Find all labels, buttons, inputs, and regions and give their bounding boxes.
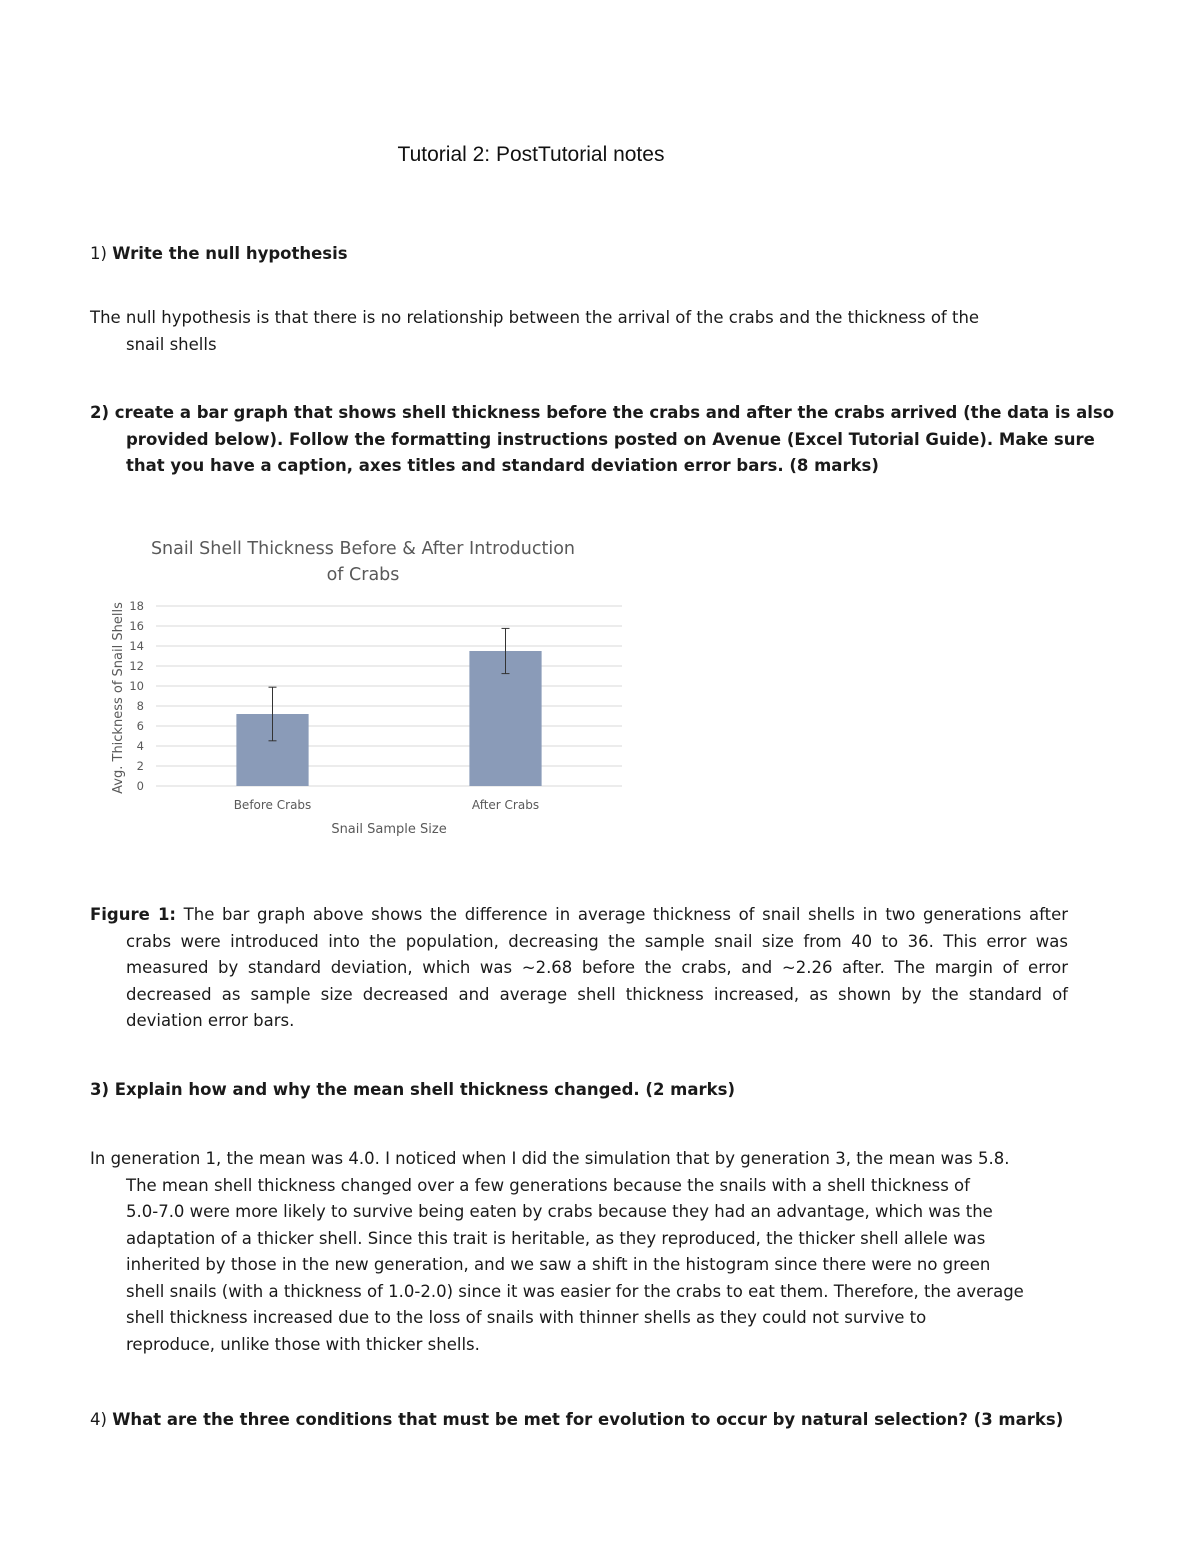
answer-3 [90,1146,1068,1358]
chart-x-tick-label: After Crabs [471,798,540,812]
question-2-line: provided below). Follow the formatting instructions posted on Avenue (Excel Tutorial Guide). Make sure [126,429,1095,449]
chart-title [151,539,575,585]
question-2-line: that you have a caption, axes titles and standard deviation error bars. (8 marks) [126,456,879,475]
question-4-number: 4) [90,1410,107,1429]
figure-caption-line: deviation error bars. [126,1011,295,1030]
answer-3-line: In generation 1, the mean was 4.0. I noticed when I did the simulation that by generation 3, the mean was 5.8. [90,1149,1010,1168]
answer-3-line: The mean shell thickness changed over a few generations because the snails with a shell thickness of [126,1175,970,1195]
chart-y-tick-label: 2 [136,759,144,773]
bar-chart-svg [100,528,640,848]
answer-3-line: 5.0-7.0 were more likely to survive being eaten by crabs because they had an advantage, which was the [126,1202,993,1221]
answer-1-line: snail shells [126,334,217,354]
figure-caption-label: Figure 1: [90,905,177,924]
chart-y-axis-label: Avg. Thickness of Snail Shells [111,602,126,794]
chart-y-tick-label: 8 [136,699,144,713]
chart-y-ticks [129,599,144,793]
chart-gridlines [156,606,622,786]
figure-caption-line: decreased as sample size decreased and average shell thickness increased, as shown by the standard of [126,984,1068,1004]
question-2 [90,400,1115,480]
question-3-text: 3) Explain how and why the mean shell thickness changed. (2 marks) [90,1080,735,1099]
question-1-text: Write the null hypothesis [112,244,348,263]
question-4 [90,1407,1068,1434]
question-1-number: 1) [90,244,107,263]
chart-title-line: of Crabs [326,565,400,585]
question-4-text: What are the three conditions that must be met for evolution to occur by natural selection? (3 marks) [112,1410,1064,1429]
answer-1 [90,305,1068,358]
chart-title-line: Snail Shell Thickness Before & After Introduction [150,539,576,559]
chart-y-tick-label: 18 [129,599,144,613]
figure-caption-line: crabs were introduced into the population, decreasing the sample snail size from 40 to 36. This error was [126,931,1068,951]
answer-3-line: adaptation of a thicker shell. Since this trait is heritable, as they reproduced, the thicker shell allele was [126,1228,986,1248]
question-1 [90,241,1068,268]
document-title: Tutorial 2: PostTutorial notes [397,143,665,166]
answer-1-line: The null hypothesis is that there is no relationship between the arrival of the crabs and the thickness of the [90,308,980,327]
bar-chart [100,528,640,848]
chart-y-tick-label: 16 [129,619,144,633]
answer-3-line: shell thickness increased due to the loss of snails with thinner shells as they could not survive to [126,1308,927,1327]
figure-caption [90,902,1068,1035]
figure-caption-line: The bar graph above shows the difference in average thickness of snail shells in two generations after [183,905,1069,924]
question-2-line: 2) create a bar graph that shows shell thickness before the crabs and after the crabs arrived (the data is also [90,403,1115,422]
chart-y-tick-label: 10 [129,679,144,693]
answer-3-line: shell snails (with a thickness of 1.0-2.0) since it was easier for the crabs to eat them. Therefore, the average [126,1281,1024,1301]
question-3 [90,1077,1068,1104]
chart-x-axis-label: Snail Sample Size [331,822,447,837]
chart-y-tick-label: 14 [129,639,144,653]
chart-y-tick-label: 4 [136,739,144,753]
answer-3-line: reproduce, unlike those with thicker shells. [126,1334,480,1354]
chart-y-tick-label: 0 [136,779,144,793]
figure-caption-line: measured by standard deviation, which was ~2.68 before the crabs, and ~2.26 after. The margin of error [126,958,1068,977]
chart-y-tick-label: 6 [136,719,144,733]
answer-3-line: inherited by those in the new generation, and we saw a shift in the histogram since there were no green [126,1255,991,1274]
chart-x-ticks [234,798,539,812]
chart-y-tick-label: 12 [129,659,144,673]
chart-x-tick-label: Before Crabs [233,798,312,812]
